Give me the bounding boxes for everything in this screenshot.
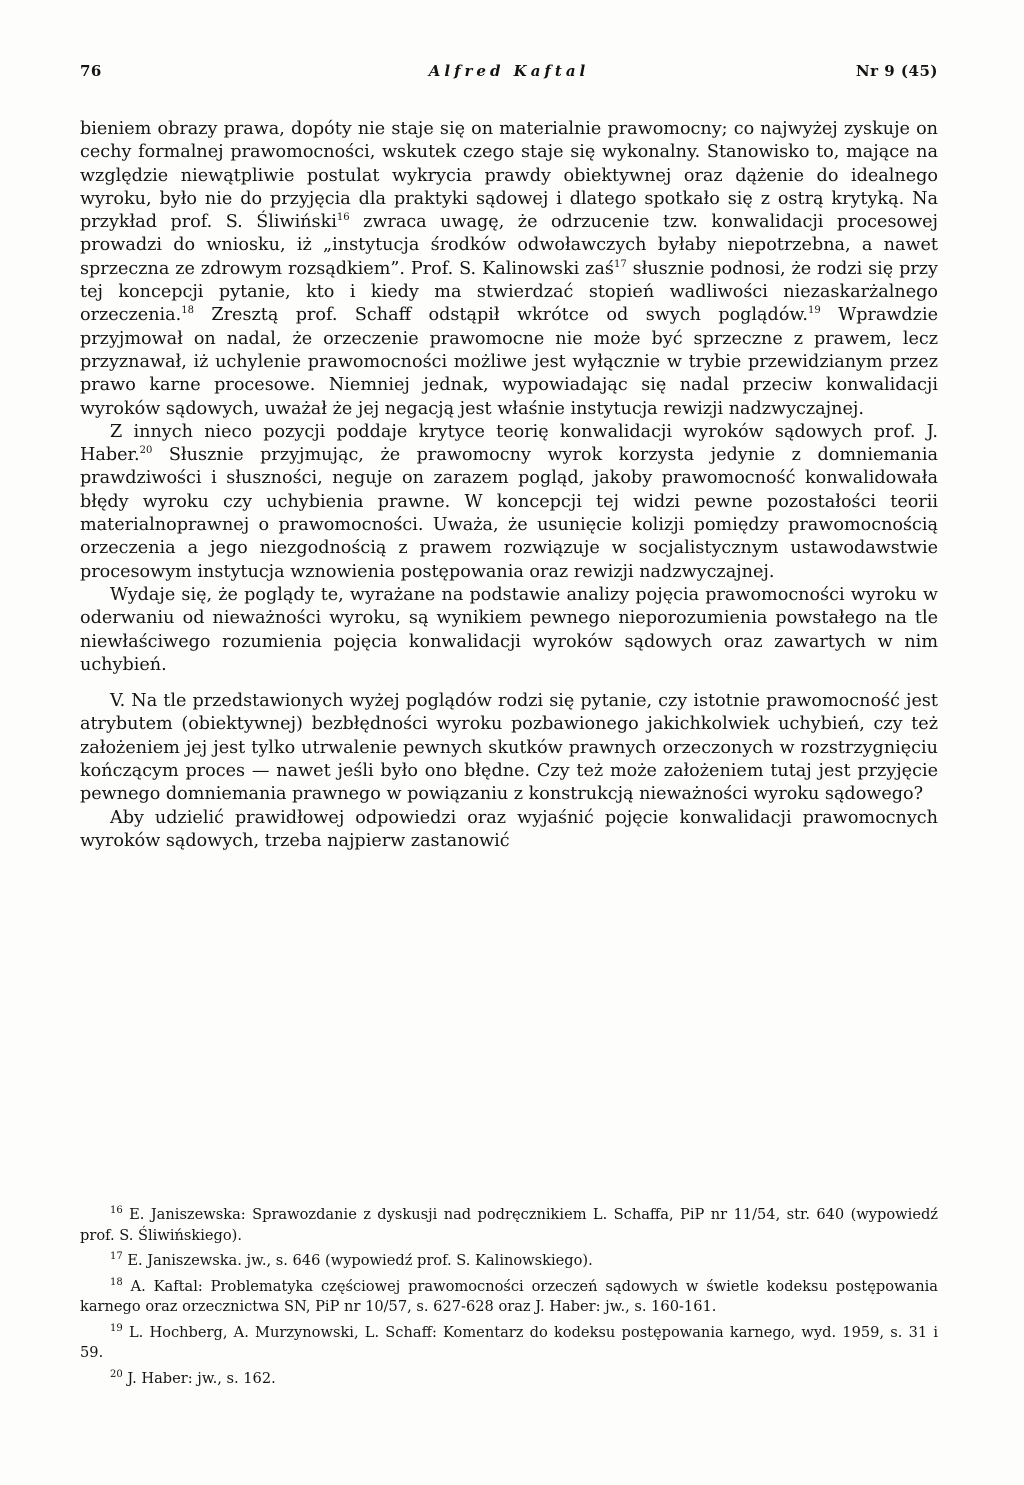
paragraph-1	[80, 118, 938, 421]
paragraph-1-part-5: Wprawdzie przyjmował on nadal, że orzeczenie prawomocne nie może być sprzeczne z prawem, lecz przyznawał, iż uchylenie prawomocności możliwe jest wyłącznie w trybie przewidzianym przez prawo karne procesowe. Niemniej jednak, wypowiadając się nadal przeciw konwalidacji wyroków sądowych, uważał że jej negacją jest właśnie instytucja rewizji nadzwyczajnej.	[80, 305, 938, 419]
footnote-text: L. Hochberg, A. Murzynowski, L. Schaff: Komentarz do kodeksu postępowania karnego, wyd. 1959, s. 31 i 59.	[80, 1323, 939, 1361]
footnote-text: E. Janiszewska: Sprawozdanie z dyskusji nad podręcznikiem L. Schaffa, PiP nr 11/54, str. 640 (wypowiedź prof. S. Śliwińskiego).	[80, 1206, 938, 1244]
paragraph-1-part-2: zwraca uwagę, że odrzucenie tzw. konwalidacji procesowej prowadzi do wniosku, iż „instytucja środków odwoławczych byłaby niepotrzebna, a nawet sprzeczna ze zdrowym rozsądkiem”. Prof. S. Kalinowski zaś	[80, 212, 938, 279]
paragraph-2	[80, 421, 938, 584]
footnote-number: 18	[110, 1276, 123, 1288]
footnote-number: 19	[110, 1322, 123, 1334]
main-text	[80, 118, 938, 853]
footnote-number: 17	[110, 1251, 123, 1263]
footnote-20	[80, 1369, 938, 1390]
paragraph-2-part-2: Słusznie przyjmując, że prawomocny wyrok korzysta jedynie z domniemania prawdziwości i słuszności, neguje on zarazem pogląd, jakoby prawomocność konwalidowała błędy wyroku czy uchybienia prawne. W koncepcji tej widzi pewne pozostałości teorii materialnoprawnej o prawomocności. Uważa, że usunięcie kolizji pomiędzy prawomocnością orzeczenia a jego niezgodnością z prawem rozwiązuje w socjalistycznym ustawodawstwie procesowym instytucja wznowienia postępowania oraz rewizji nadzwyczajnej.	[80, 445, 938, 582]
footnote-18	[80, 1277, 938, 1318]
footnote-number: 16	[110, 1205, 123, 1217]
footnote-ref-20: 20	[139, 445, 153, 457]
footnote-19	[80, 1323, 938, 1364]
paragraph-5: Aby udzielić prawidłowej odpowiedzi oraz wyjaśnić pojęcie konwalidacji prawomocnych wyroków sądowych, trzeba najpierw zastanowić	[80, 807, 938, 851]
running-header	[80, 62, 938, 92]
footnote-16	[80, 1205, 938, 1246]
footnote-text: J. Haber: jw., s. 162.	[127, 1369, 276, 1387]
paragraph-1-part-4: Zresztą prof. Schaff odstąpił wkrótce od swych poglądów.	[194, 305, 808, 326]
footnote-ref-18: 18	[181, 305, 194, 317]
paragraph-1-part-1: bieniem obrazy prawa, dopóty nie staje się on materialnie prawomocny; co najwyżej zyskuje on cechy formalnej prawomocności, wskutek czego staje się wykonalny. Stanowisko to, mające na względzie niewątpliwie postulat wykrycia prawdy obiektywnej oraz dążenie do idealnego wyroku, było nie do przyjęcia dla praktyki sądowej i dlatego spotkało się z ostrą krytyką. Na przykład prof. S. Śliwiński	[80, 119, 938, 233]
page-number: 76	[80, 62, 102, 80]
footnote-ref-16: 16	[336, 212, 350, 224]
footnotes	[80, 1205, 938, 1394]
footnote-ref-17: 17	[613, 258, 627, 270]
footnote-number: 20	[110, 1368, 123, 1380]
paragraph-1-part-3: słusznie podnosi, że rodzi się przy tej koncepcji pytanie, kto i kiedy ma stwierdzać stopień wadliwości niezaskarżalnego orzeczenia.	[80, 258, 938, 326]
paragraph-2-part-1: Z innych nieco pozycji poddaje krytyce teorię konwalidacji wyroków sądowych prof. J. Haber.	[80, 421, 938, 466]
footnote-17	[80, 1251, 938, 1272]
paragraph-3: Wydaje się, że poglądy te, wyrażane na podstawie analizy pojęcia prawomocności wyroku w oderwaniu od nieważności wyroku, są wynikiem pewnego nieporozumienia powstałego na tle niewłaściwego rozumienia pojęcia konwalidacji wyroków sądowych oraz zawartych w nim uchybień.	[80, 584, 938, 675]
footnote-ref-19: 19	[807, 305, 821, 317]
paragraph-4: V. Na tle przedstawionych wyżej poglądów rodzi się pytanie, czy istotnie prawomocność jest atrybutem (obiektywnej) bezbłędności wyroku pozbawionego jakichkolwiek uchybień, czy też założeniem jej jest tylko utrwalenie pewnych skutków prawnych orzeczonych w rozstrzygnięciu kończącym proces — nawet jeśli było ono błędne. Czy też może założeniem tutaj jest przyjęcie pewnego domniemania prawnego w powiązaniu z konstrukcją nieważności wyroku sądowego?	[80, 691, 938, 805]
footnote-text: E. Janiszewska. jw., s. 646 (wypowiedź prof. S. Kalinowskiego).	[127, 1252, 593, 1269]
running-author: Alfred Kaftal	[428, 62, 590, 80]
footnote-text: A. Kaftal: Problematyka częściowej prawomocności orzeczeń sądowych w świetle kodeksu postępowania karnego oraz orzecznictwa SN, PiP nr 10/57, s. 627-628 oraz J. Haber: jw., s. 160-161.	[80, 1277, 939, 1315]
issue-number: Nr 9 (45)	[855, 62, 938, 80]
